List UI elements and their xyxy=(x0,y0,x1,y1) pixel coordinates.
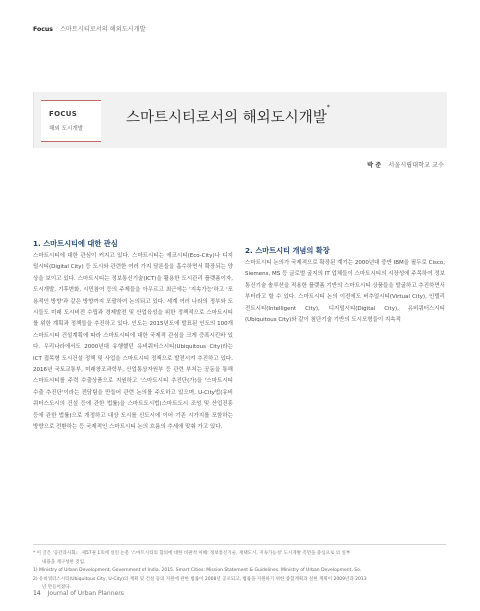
author-affiliation: 서울시립대학교 교수 xyxy=(388,162,444,169)
section-1-paragraph: 스마트시티에 대한 관심이 커지고 있다. 스마트시티는 에코시티(Eco-City)나 디지털시티(Digital City) 등 도시와 관련한 여러 가지 담론들을 흡수하면서 확장되는 양상을 보이고 있다. 스마트시티는 정보통신기술(ICT)을 활용한 도시관리 플랫폼이자, 도시개발, 기후변화, 시민참여 등의 주제들을 아우르고 최근에는 '지속가능'하고 '포용적인 방향'과 같은 방향까지 포괄하여 논의되고 있다. 세계 여러 나라의 정부와 도시들도 미래 도시비전 수립과 경제발전 및 산업육성을 위한 정책적으로 스마트시티를 위한 계획과 정책들을 추진하고 있다. 인도는 2015년도에 발표된 인도의 100개 스마트시티 건설계획에 따라 스마트시티에 대한 국제적 관심을 크게 증폭시킨바 있다. 우리나라에서도 2000년대 유행했던 유비쿼터스시티(Ubiquitous City)라는 ICT 접목형 도시건설 정책 및 사업을 스마트시티 정책으로 발전시켜 추진하고 있다. 2016년 국토교통부, 미래창조과학부, 산업통상자원부 등 관련 부처는 공동을 통해 스마트시티를 주력 수출상품으로 지원하고 '스마트시티 추진단(가)을 '스마트시티 수출 추진단'이라는 전담팀을 만들어 관련 논의를 주도하고 있으며, U-City법(유비쿼터스도시의 건설 등에 관한 법률)을 스마트도시법(스마트도시 조성 및 산업진흥 등에 관한 법률)으로 개정하고 대상 도시를 신도시에 이어 기존 시가지를 포함하는 방향으로 전환하는 등 국제적인 스마트시티 논의 흐름의 추세에 맞춰 가고 있다. xyxy=(33,253,233,431)
focus-sublabel: 해외 도시개발 xyxy=(49,126,84,132)
page-footer xyxy=(33,590,124,597)
column-right xyxy=(245,238,445,326)
article-banner xyxy=(33,92,447,148)
footnote-rule xyxy=(33,544,446,545)
section-1-body xyxy=(33,251,233,434)
section-2-body xyxy=(245,258,445,326)
focus-box xyxy=(41,100,101,142)
footnotes xyxy=(33,550,443,593)
footnote-line: 년 만들어졌다. xyxy=(42,585,71,591)
title-footnote-mark: * xyxy=(326,104,330,111)
page-number: 14 xyxy=(33,590,41,597)
journal-name: Journal of Urban Planners xyxy=(47,590,124,597)
author-name: 박 준 xyxy=(367,162,382,169)
footnote-line: * 이 글은 '공간과사회』 제57권 1호에 실린 논문 '스마트시티의 함의에 대한 비판적 이해: 정보통신기술, 재택도시, 지속가능성' 도시개발 측면을 중심으로 의 일부 xyxy=(33,551,351,556)
running-head xyxy=(33,24,146,33)
article-title xyxy=(126,106,330,127)
article-title-text: 스마트시티로서의 해외도시개발 xyxy=(126,110,327,126)
focus-label: FOCUS xyxy=(49,110,78,118)
running-head-section: Focus xyxy=(33,26,53,33)
footnote-line: 2) 유비쿼터스시티(Ubiquitous City, U-City)의 계획 및 건설 등의 지원에 관한 법률이 2008년 공포되고, 법률을 지원하기 위한 종합계획과 실현 계획이 2009년과 2013 xyxy=(33,576,367,582)
section-2-paragraph: 스마트시티 논의가 국제적으로 확장된 계기는 2000년대 중반 IBM을 필두로 Cisco, Siemens, MS 등 글로벌 굴지의 IT 업체들이 스마트시티의 시장성에 주목하여 정보통신기술 솔루션을 적용한 플랫폼 기반의 스마트시티 상품들을 발굴하고 추진하면서부터라고 할 수 있다. 스마트시티 논의 이전에도 버추얼시티(Virtual City), 인텔리전트시티(Intelligent City), 디지털시티(Digital City), 유비쿼터스시티(Ubiquitous City)와 같이 첨단기술 기반의 도시모형들이 지속적 xyxy=(245,260,445,324)
section-1-heading: 1. 스마트시티에 대한 관심 xyxy=(33,239,118,248)
section-2-heading: 2. 스마트시티 개념의 확장 xyxy=(245,246,330,255)
running-head-title: 스마트시티로서의 해외도시개발 xyxy=(59,26,146,33)
footnote-line: 내용을 재구성한 것임. xyxy=(42,559,86,565)
column-left xyxy=(33,238,233,434)
footnote-line: 1) Ministry of Urban Development, Government of India. 2015. Smart Cities: Mission Statement & Guidelines. Ministry of Urban Development. So. xyxy=(33,568,362,574)
byline xyxy=(367,160,444,169)
